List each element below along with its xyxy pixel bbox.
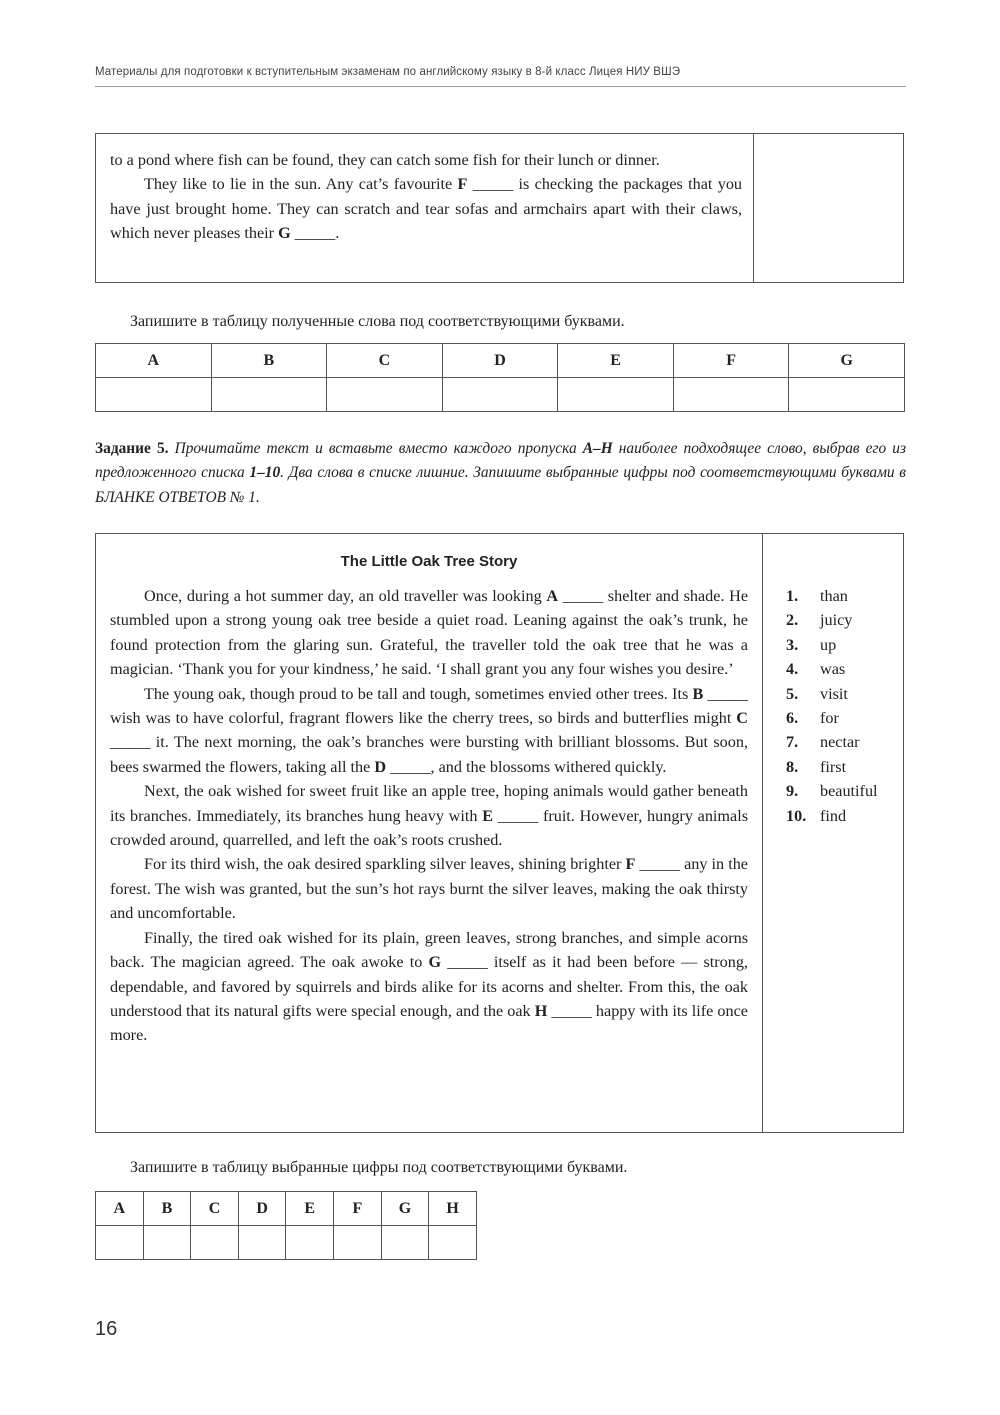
word-number: 4.	[786, 660, 799, 679]
story-title: The Little Oak Tree Story	[340, 553, 518, 570]
instruction-text: Запишите в таблицу выбранные цифры под соответствующими буквами.	[130, 1159, 628, 1176]
gap-label-e: E	[482, 806, 493, 825]
word-list-item	[786, 804, 878, 828]
word-option: juicy	[820, 611, 853, 630]
word-option: for	[820, 709, 839, 728]
answer-column-header: D	[442, 344, 558, 378]
word-number: 2.	[786, 611, 799, 630]
text-run: _____ itself as it had been before — strong, dependable, and favored by squirrels and birds alike for its acorns and shelter. From this, the oak understood that its natural gifts were special enough, and the oak	[110, 953, 748, 1020]
story-paragraph	[110, 852, 748, 925]
answer-column-header: A	[96, 1192, 144, 1226]
text-run: _____ it. The next morning, the oak’s branches were bursting with brilliant blossoms. But soon, bees swarmed the flowers, taking all the	[110, 733, 748, 776]
word-number: 8.	[786, 757, 799, 776]
text-run: _____ shelter and shade. He stumbled upon a strong young oak tree beside a quiet road. Leaning against the oak’s trunk, he found protection from the glaring sun. Grateful, the traveller told the oak tree that he was a magician. ‘Thank you for your kindness,’ he said. ‘I shall grant you any four wishes you desire.’	[110, 587, 748, 679]
answer-column-header: F	[673, 344, 789, 378]
text-run: _____ fruit. However, hungry animals crowded around, quarrelled, and left the oak’s roots crushed.	[110, 806, 748, 850]
passage-paragraph	[110, 172, 742, 245]
gap-label-a: A	[546, 587, 559, 605]
answer-cell[interactable]	[327, 378, 443, 412]
answer-column-header: B	[211, 344, 327, 378]
answer-cell[interactable]	[673, 378, 789, 412]
word-number: 9.	[786, 782, 799, 801]
answer-column-header: C	[327, 344, 443, 378]
word-number: 3.	[786, 635, 799, 654]
passage-continuation-text	[110, 148, 742, 246]
column-divider	[753, 134, 754, 282]
answer-table-1	[95, 343, 905, 412]
story-paragraph	[110, 779, 748, 852]
passage-paragraph: to a pond where fish can be found, they can catch some fish for their lunch or dinner.	[110, 151, 660, 169]
column-divider	[762, 534, 763, 1132]
passage-continuation-box	[95, 133, 904, 283]
word-list-item	[786, 755, 878, 779]
text-run: A–H	[582, 440, 613, 457]
instruction-text: Запишите в таблицу полученные слова под соответствующими буквами.	[130, 313, 625, 330]
page-number: 16	[95, 1318, 118, 1340]
word-number: 1.	[786, 587, 799, 605]
word-number: 10.	[786, 806, 807, 825]
word-list	[786, 584, 878, 828]
gap-label-d: D	[374, 757, 387, 776]
word-list-item	[786, 584, 878, 608]
answer-cell[interactable]	[442, 378, 558, 412]
word-list-item	[786, 706, 878, 730]
answer-cell[interactable]	[96, 1226, 144, 1260]
word-option: visit	[820, 684, 848, 703]
answer-column-header: E	[558, 344, 674, 378]
text-run: _____, and the blossoms withered quickly.	[386, 757, 667, 776]
answer-column-header: D	[238, 1192, 286, 1226]
answer-cell[interactable]	[429, 1226, 477, 1260]
text-run: _____.	[290, 224, 340, 243]
answer-column-header: C	[191, 1192, 239, 1226]
word-list-item	[786, 730, 878, 754]
gap-label-g: G	[278, 224, 291, 243]
task-5-instruction	[95, 437, 906, 510]
word-option: nectar	[820, 733, 860, 752]
text-run: Once, during a hot summer day, an old traveller was looking	[144, 587, 547, 605]
gap-label-c: C	[736, 709, 748, 728]
word-option: than	[820, 587, 848, 605]
story-paragraph	[110, 926, 748, 1048]
story-paragraph	[110, 682, 748, 780]
word-option: up	[820, 635, 837, 654]
answer-column-header: G	[789, 344, 905, 378]
gap-label-f: F	[625, 855, 636, 874]
answer-cell[interactable]	[334, 1226, 382, 1260]
answer-column-header: E	[286, 1192, 334, 1226]
word-option: was	[820, 660, 846, 679]
text-run: Finally, the tired oak wished for its plain, green leaves, strong branches, and simple acorns back. The magician agreed. The oak awoke to	[110, 928, 748, 972]
gap-label-h: H	[534, 1001, 548, 1020]
answer-cell[interactable]	[143, 1226, 191, 1260]
answer-column-header: A	[96, 344, 212, 378]
text-run: The young oak, though proud to be tall and tough, sometimes envied other trees. Its	[144, 684, 693, 703]
gap-label-f: F	[457, 175, 468, 194]
word-list-item	[786, 633, 878, 657]
word-number: 5.	[786, 684, 799, 703]
word-option: find	[820, 806, 847, 825]
text-run: For its third wish, the oak desired sparkling silver leaves, shining brighter	[144, 855, 626, 874]
text-run: _____ wish was to have colorful, fragrant flowers like the cherry trees, so birds and butterflies might	[110, 684, 748, 728]
answer-cell[interactable]	[96, 378, 212, 412]
answer-cell[interactable]	[211, 378, 327, 412]
answer-cell[interactable]	[238, 1226, 286, 1260]
text-run: Next, the oak wished for sweet fruit like an apple tree, hoping animals would gather beneath its branches. Immediately, its branches hung heavy with	[110, 782, 748, 825]
text-run: They like to lie in the sun. Any cat’s favourite	[144, 175, 458, 194]
text-run: наиболее подходящее слово, выбрав его из предложенного списка	[95, 440, 907, 482]
word-list-item	[786, 608, 878, 632]
text-run: Прочитайте текст и вставьте вместо каждого пропуска	[168, 440, 583, 457]
word-list-item	[786, 779, 878, 803]
word-list-item	[786, 657, 878, 681]
story-paragraph	[110, 584, 748, 682]
word-option: first	[820, 757, 847, 776]
answer-column-header: H	[429, 1192, 477, 1226]
answer-column-header: F	[334, 1192, 382, 1226]
text-run: . Два слова в списке лишние. Запишите выбранные цифры под соответствующими буквами в БЛАНКЕ ОТВЕТОВ № 1.	[95, 464, 906, 506]
text-run: _____ happy with its life once more.	[110, 1001, 748, 1045]
word-option: beautiful	[820, 782, 878, 801]
answer-cell[interactable]	[286, 1226, 334, 1260]
answer-column-header: B	[143, 1192, 191, 1226]
answer-column-header: G	[381, 1192, 429, 1226]
word-list-item	[786, 682, 878, 706]
story-text	[110, 584, 748, 1048]
text-run: _____ is checking the packages that you have just brought home. They can scratch and tear sofas and armchairs apart with their claws, which never pleases their	[110, 175, 743, 243]
word-number: 6.	[786, 709, 799, 728]
answer-cell[interactable]	[558, 378, 674, 412]
answer-cell[interactable]	[191, 1226, 239, 1260]
text-run: _____ any in the forest. The wish was granted, but the sun’s hot rays burnt the silver leaves, making the oak thirsty and uncomfortable.	[110, 855, 748, 923]
answer-cell[interactable]	[789, 378, 905, 412]
gap-label-g: G	[428, 953, 442, 972]
page-header: Материалы для подготовки к вступительным экзаменам по английскому языку в 8-й класс Лицея НИУ ВШЭ	[95, 66, 681, 78]
header-rule	[95, 86, 906, 87]
answer-cell[interactable]	[381, 1226, 429, 1260]
task-label: Задание 5.	[95, 440, 169, 457]
gap-label-b: B	[692, 684, 704, 703]
text-run: 1–10	[249, 464, 281, 482]
answer-table-2	[95, 1191, 477, 1260]
word-number: 7.	[786, 733, 799, 752]
story-box	[95, 533, 904, 1133]
